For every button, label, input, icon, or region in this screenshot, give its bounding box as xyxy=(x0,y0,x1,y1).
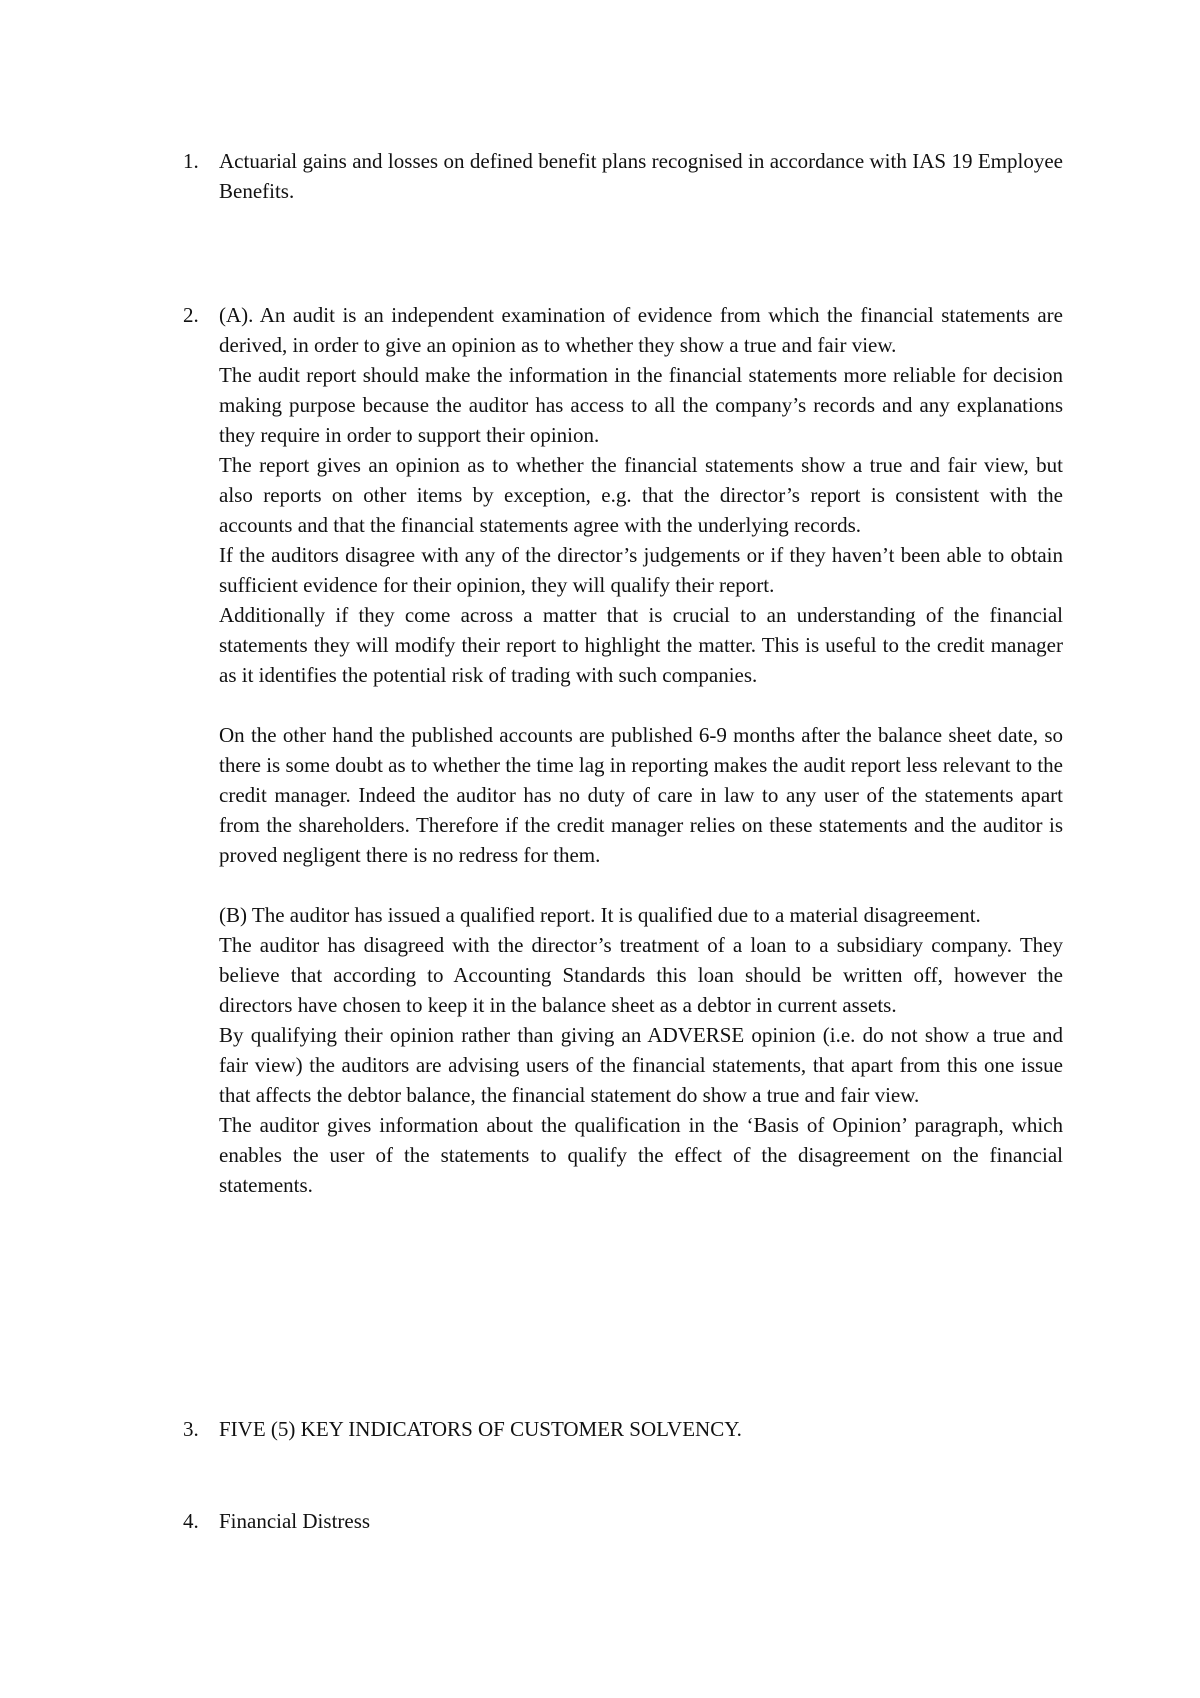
item-body xyxy=(219,300,1063,1200)
paragraph: The auditor gives information about the qualification in the ‘Basis of Opinion’ paragraph, which enables the user of the statements to qualify the effect of the disagreement on the financial statements. xyxy=(219,1113,1063,1197)
item-body xyxy=(219,1414,1063,1444)
paragraph: By qualifying their opinion rather than giving an ADVERSE opinion (i.e. do not show a true and fair view) the auditors are advising users of the financial statements, that apart from this one issue that affects the debtor balance, the financial statement do show a true and fair view. xyxy=(219,1023,1063,1107)
item-body xyxy=(219,1506,1063,1536)
paragraph: (B) The auditor has issued a qualified report. It is qualified due to a material disagreement. xyxy=(219,903,981,927)
paragraph: The report gives an opinion as to whether the financial statements show a true and fair view, but also reports on other items by exception, e.g. that the director’s report is consistent with the accounts and that the financial statements agree with the underlying records. xyxy=(219,453,1063,537)
paragraph: If the auditors disagree with any of the director’s judgements or if they haven’t been able to obtain sufficient evidence for their opinion, they will qualify their report. xyxy=(219,543,1063,597)
paragraph: Actuarial gains and losses on defined benefit plans recognised in accordance with IAS 19 Employee Benefits. xyxy=(219,149,1063,203)
item-number: 1. xyxy=(183,149,199,173)
paragraph: Additionally if they come across a matter that is crucial to an understanding of the financial statements they will modify their report to highlight the matter. This is useful to the credit manager as it identifies the potential risk of trading with such companies. xyxy=(219,603,1063,687)
paragraph: On the other hand the published accounts are published 6-9 months after the balance sheet date, so there is some doubt as to whether the time lag in reporting makes the audit report less relevant to the credit manager. Indeed the auditor has no duty of care in law to any user of the statements apart from the shareholders. Therefore if the credit manager relies on these statements and the auditor is proved negligent there is no redress for them. xyxy=(219,723,1063,867)
item-number: 4. xyxy=(183,1509,199,1533)
paragraph: The audit report should make the information in the financial statements more reliable for decision making purpose because the auditor has access to all the company’s records and any explanations they require in order to support their opinion. xyxy=(219,363,1063,447)
blank-line xyxy=(219,870,1063,900)
item-number: 2. xyxy=(183,303,199,327)
paragraph: Financial Distress xyxy=(219,1509,371,1533)
item-body xyxy=(219,146,1063,206)
blank-line xyxy=(219,690,1063,720)
paragraph: FIVE (5) KEY INDICATORS OF CUSTOMER SOLVENCY. xyxy=(219,1417,742,1441)
paragraph: (A). An audit is an independent examination of evidence from which the financial statements are derived, in order to give an opinion as to whether they show a true and fair view. xyxy=(219,303,1063,357)
item-number: 3. xyxy=(183,1417,199,1441)
paragraph: The auditor has disagreed with the director’s treatment of a loan to a subsidiary company. They believe that according to Accounting Standards this loan should be written off, however the directors have chosen to keep it in the balance sheet as a debtor in current assets. xyxy=(219,933,1063,1017)
